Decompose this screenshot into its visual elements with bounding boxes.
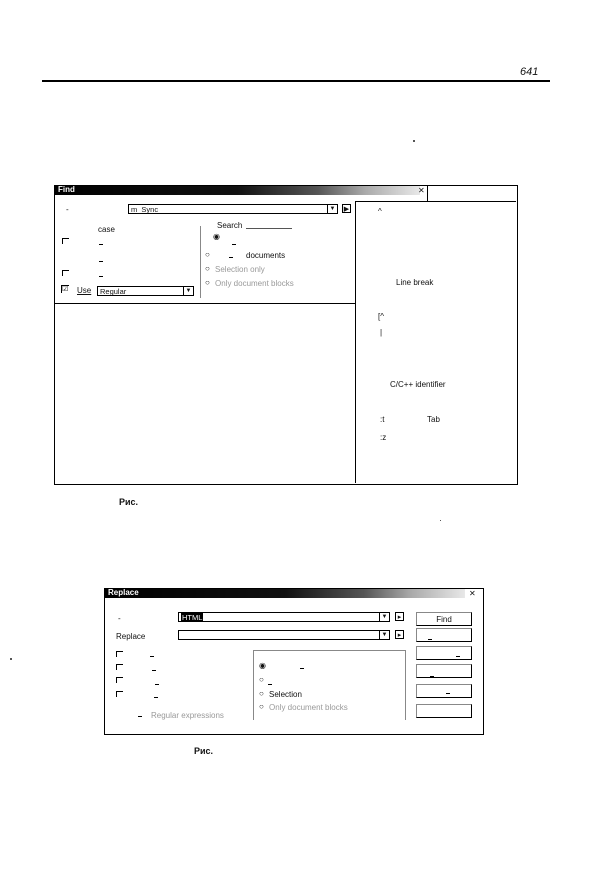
arrow-right-icon[interactable]: ▶ (343, 206, 350, 213)
find-label: - (66, 205, 69, 214)
replace-combo[interactable] (178, 630, 390, 640)
speck (413, 140, 415, 142)
regex-checkbox[interactable]: ☑ (62, 286, 69, 293)
divider (427, 185, 428, 201)
find-label: - (118, 614, 121, 623)
option-label (154, 697, 158, 698)
checkbox[interactable] (116, 691, 123, 697)
option-label (99, 276, 103, 277)
divider (355, 201, 516, 202)
radio-label (268, 684, 272, 685)
arrow-right-icon[interactable]: ▸ (395, 630, 404, 639)
options-button[interactable] (416, 664, 472, 678)
option-label (99, 244, 103, 245)
group-line (253, 650, 254, 720)
checkbox[interactable] (116, 677, 123, 683)
radio-selected[interactable]: ◉ (213, 232, 220, 241)
figure2-caption: Рис. (194, 746, 214, 756)
page-number: 641 (520, 66, 539, 78)
bar-symbol: | (380, 328, 383, 337)
group-line (246, 228, 292, 229)
chevron-down-icon[interactable]: ▼ (327, 205, 337, 213)
checkbox[interactable] (116, 651, 123, 657)
button-label (428, 639, 432, 640)
group-line (405, 650, 406, 720)
radio-option[interactable]: ○ (259, 702, 264, 711)
radio-label (229, 257, 233, 258)
header-rule (42, 80, 550, 82)
close-icon[interactable]: ✕ (469, 589, 476, 598)
z-key: :z (380, 433, 387, 442)
radio-label (232, 244, 236, 245)
option-label (138, 716, 142, 717)
option-label (152, 670, 156, 671)
radio-option[interactable]: ○ (205, 250, 210, 259)
more-button[interactable] (416, 684, 472, 698)
blocks-label: Only document blocks (215, 279, 294, 288)
options-bottom-line (55, 303, 355, 304)
regex-label: Regular expressions (151, 711, 224, 720)
checkbox[interactable] (116, 664, 123, 670)
find-title: Find (58, 185, 75, 194)
group-line (200, 226, 201, 298)
find-dialog (54, 185, 518, 485)
use-label: Use (77, 286, 92, 295)
chevron-down-icon[interactable]: ▼ (183, 287, 193, 295)
cancel-button[interactable] (416, 704, 472, 718)
arrow-right-icon[interactable]: ▸ (395, 612, 404, 621)
match-case-label: case (98, 225, 115, 234)
find-button[interactable]: Find (416, 612, 472, 626)
radio-selected[interactable]: ◉ (259, 661, 266, 670)
close-icon[interactable]: ✕ (418, 186, 425, 195)
tab-key: :t (380, 415, 385, 424)
button-label (430, 676, 434, 677)
radio-option[interactable]: ○ (259, 675, 264, 684)
blocks-label: Only document blocks (269, 703, 348, 712)
selection-label: Selection only (215, 265, 265, 274)
find-what-combo[interactable] (178, 612, 390, 622)
find-combo[interactable] (128, 204, 338, 214)
chevron-down-icon[interactable]: ▼ (379, 613, 389, 621)
documents-label: documents (246, 251, 286, 260)
search-group-label: Search (217, 221, 243, 230)
option-label (99, 261, 103, 262)
replace-all-button[interactable] (416, 646, 472, 660)
figure1-caption: Рис. (119, 497, 139, 507)
selection-label: Selection (269, 690, 302, 699)
group-line (253, 650, 405, 651)
checkbox[interactable] (62, 238, 69, 244)
replace-button[interactable] (416, 628, 472, 642)
speck (440, 520, 441, 521)
linebreak-label: Line break (396, 278, 434, 287)
panel-divider (355, 201, 356, 483)
bracket-symbol: [^ (378, 312, 384, 321)
button-label (446, 693, 450, 694)
find-combo-value: m_Sync (131, 205, 159, 214)
chevron-down-icon[interactable]: ▼ (379, 631, 389, 639)
speck (10, 658, 12, 660)
caret-symbol: ^ (378, 207, 382, 216)
tab-label: Tab (427, 415, 440, 424)
find-what-value: HTML (182, 613, 203, 622)
identifier-label: C/C++ identifier (390, 380, 446, 389)
option-label (155, 684, 159, 685)
checkbox[interactable] (62, 270, 69, 276)
radio-option[interactable]: ○ (205, 278, 210, 287)
option-label (150, 656, 154, 657)
replace-title: Replace (108, 588, 139, 597)
replace-label: Replace (116, 632, 146, 641)
button-label (456, 656, 460, 657)
radio-option[interactable]: ○ (259, 689, 264, 698)
radio-option[interactable]: ○ (205, 264, 210, 273)
find-titlebar (55, 186, 420, 195)
use-combo[interactable] (97, 286, 194, 296)
use-combo-value: Regular (100, 287, 127, 296)
radio-label (300, 668, 304, 669)
replace-titlebar (105, 589, 465, 598)
